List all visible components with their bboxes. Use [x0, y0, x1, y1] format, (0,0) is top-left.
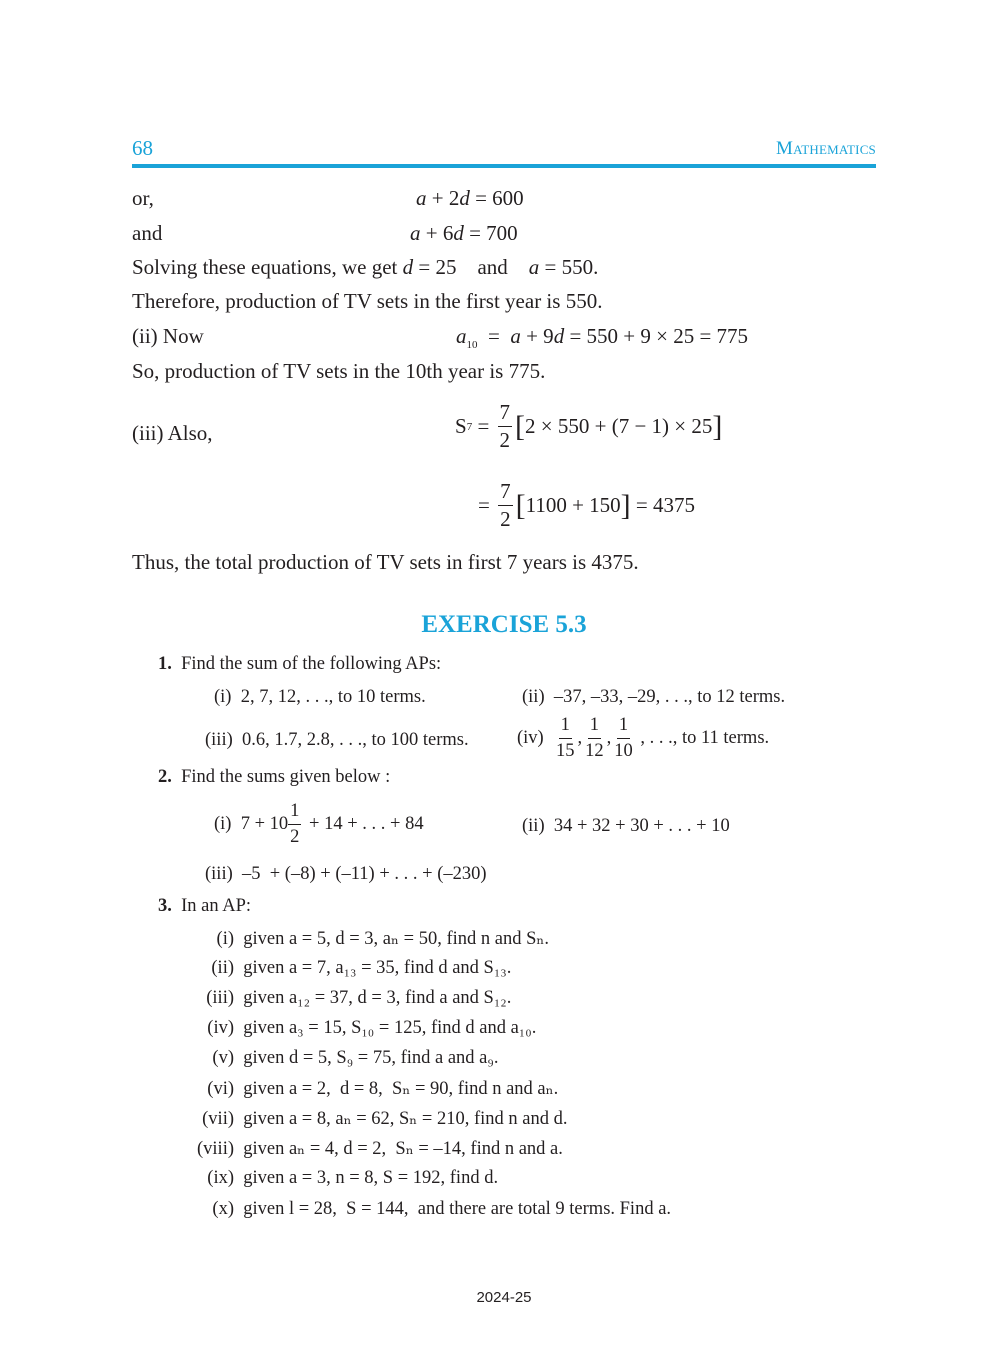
q3-part-v: (v) given d = 5, S₉ = 75, find a and a₉. [212, 1048, 499, 1068]
q2-part-iii: (iii) –5 + (–8) + (–11) + . . . + (–230) [205, 864, 487, 884]
total-production-text: Thus, the total production of TV sets in first 7 years is 4375. [132, 550, 639, 574]
equation-s7: S 7 = $\frac{7}{2}$ [ 2 × 550 + (7 − 1) × 25 ] [455, 400, 723, 452]
q2-part-i: (i) 7 + 10 $\frac{1}{2}$ + 14 + . . . + 84 [214, 801, 424, 847]
q3-part-ix: (ix) given a = 3, n = 8, S = 192, find d. [207, 1168, 499, 1188]
q3-part-vi: (vi) given a = 2, d = 8, Sₙ = 90, find n and aₙ. [207, 1079, 559, 1099]
q1-part-ii: (ii) –37, –33, –29, . . ., to 12 terms. [522, 687, 786, 707]
solving-equations-text: Solving these equations, we get d = 25 and a = 550. [132, 255, 599, 279]
header-divider [132, 164, 876, 168]
q3-part-vii: (vii) given a = 8, aₙ = 62, Sₙ = 210, find n and d. [202, 1109, 568, 1129]
q3-part-iv: (iv) given a₃ = 15, S₁₀ = 125, find d and a₁₀. [207, 1018, 537, 1038]
book-title: Mathematics [776, 138, 876, 159]
solution-line-and-label: and [132, 221, 163, 245]
q1-part-iii: (iii) 0.6, 1.7, 2.8, . . ., to 100 terms. [205, 730, 469, 750]
q3-part-x: (x) given l = 28, S = 144, and there are total 9 terms. Find a. [212, 1199, 672, 1219]
equation-a-plus-6d: a + 6d = 700 [410, 221, 518, 245]
solution-line-or-label: or, [132, 186, 154, 210]
part-ii-label: (ii) Now [132, 324, 204, 348]
exercise-title: EXERCISE 5.3 [421, 611, 587, 638]
tenth-year-text: So, production of TV sets in the 10th year is 775. [132, 359, 546, 383]
fraction-7-over-2: $\frac{7}{2}$ [500, 479, 511, 531]
q3-part-ii: (ii) given a = 7, a₁₃ = 35, find d and S₁₃. [211, 958, 512, 978]
q3-part-iii: (iii) given a₁₂ = 37, d = 3, find a and S₁₂. [206, 988, 512, 1008]
question-2: 2. Find the sums given below : [158, 767, 391, 787]
q3-part-viii: (viii) given aₙ = 4, d = 2, Sₙ = –14, find n and a. [197, 1139, 563, 1159]
equation-s7-result: = $\frac{7}{2}$ [ 1100 + 150 ] = 4375 [478, 479, 696, 531]
part-iii-label: (iii) Also, [132, 421, 213, 445]
question-1: 1. Find the sum of the following APs: [158, 654, 442, 674]
edition-year: 2024-25 [476, 1289, 532, 1306]
q2-part-ii: (ii) 34 + 32 + 30 + . . . + 10 [522, 816, 730, 836]
question-3: 3. In an AP: [158, 896, 252, 916]
equation-a-plus-2d: a + 2d = 600 [416, 186, 524, 210]
fraction-7-over-2: $\frac{7}{2}$ [499, 400, 511, 452]
q1-part-iv: (iv) $\frac{1}{15}$ , $\frac{1}{12}$ , $\frac{1}{10}$ , . . ., to 11 terms. [517, 715, 770, 761]
equation-a10: $a_{10} = a + 9d = 550 + 9 \times 25 = 775$ [456, 324, 749, 351]
page-number: 68 [132, 136, 153, 160]
q1-part-i: (i) 2, 7, 12, . . ., to 10 terms. [214, 687, 426, 707]
q3-part-i: (i) given a = 5, d = 3, aₙ = 50, find n and Sₙ. [216, 929, 550, 949]
first-year-text: Therefore, production of TV sets in the first year is 550. [132, 289, 603, 313]
